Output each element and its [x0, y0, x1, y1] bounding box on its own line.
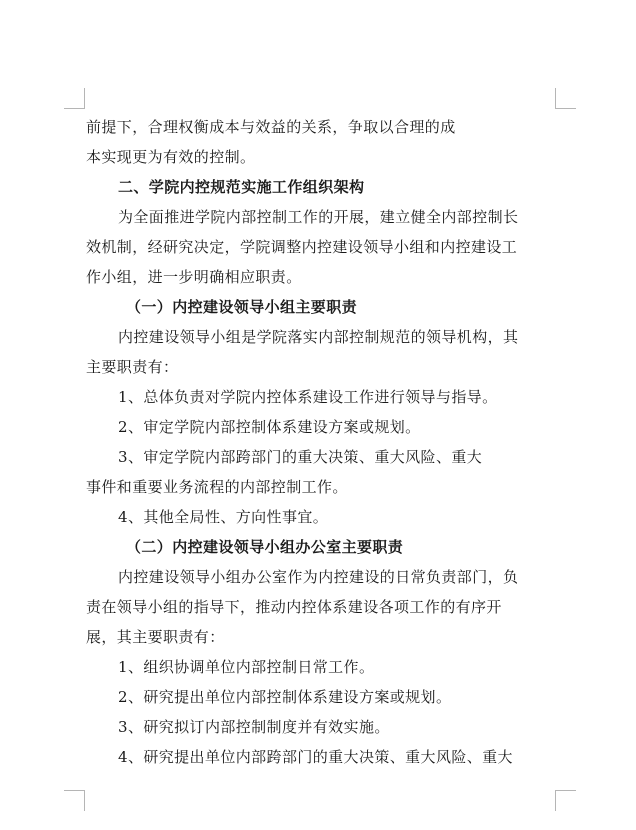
paragraph-line: 责在领导小组的指导下，推动内控体系建设各项工作的有序开: [86, 598, 502, 616]
crop-mark-top-right: [555, 88, 576, 109]
list-item: 2、审定学院内部控制体系建设方案或规划。: [118, 418, 421, 436]
list-item: 1、总体负责对学院内控体系建设工作进行领导与指导。: [118, 388, 498, 406]
paragraph-line: 前提下，合理权衡成本与效益的关系，争取以合理的成: [86, 118, 456, 136]
paragraph-line: 内控建设领导小组办公室作为内控建设的日常负责部门，负: [118, 568, 519, 586]
paragraph-line: 效机制，经研究决定，学院调整内控建设领导小组和内控建设工: [86, 238, 518, 256]
paragraph-line: 展，其主要职责有：: [86, 628, 225, 646]
section-heading: 二、学院内控规范实施工作组织架构: [118, 178, 365, 196]
crop-mark-top-left: [64, 88, 85, 109]
document-body: [86, 112, 562, 772]
list-item: 3、研究拟订内部控制制度并有效实施。: [118, 718, 390, 736]
subsection-heading: （二）内控建设领导小组办公室主要职责: [126, 538, 404, 556]
list-item-continuation: 事件和重要业务流程的内部控制工作。: [86, 478, 348, 496]
paragraph-line: 内控建设领导小组是学院落实内部控制规范的领导机构，其: [118, 328, 519, 346]
list-item: 3、审定学院内部跨部门的重大决策、重大风险、重大: [118, 448, 483, 466]
crop-mark-bottom-right: [555, 790, 576, 811]
list-item: 1、组织协调单位内部控制日常工作。: [118, 658, 375, 676]
paragraph-line: 本实现更为有效的控制。: [86, 148, 256, 166]
list-item: 4、研究提出单位内部跨部门的重大决策、重大风险、重大: [118, 748, 513, 766]
list-item: 4、其他全局性、方向性事宜。: [118, 508, 329, 526]
list-item: 2、研究提出单位内部控制体系建设方案或规划。: [118, 688, 452, 706]
paragraph-line: 为全面推进学院内部控制工作的开展，建立健全内部控制长: [118, 208, 519, 226]
subsection-heading: （一）内控建设领导小组主要职责: [126, 298, 358, 316]
paragraph-line: 作小组，进一步明确相应职责。: [86, 268, 302, 286]
crop-mark-bottom-left: [64, 790, 85, 811]
paragraph-line: 主要职责有：: [86, 358, 179, 376]
